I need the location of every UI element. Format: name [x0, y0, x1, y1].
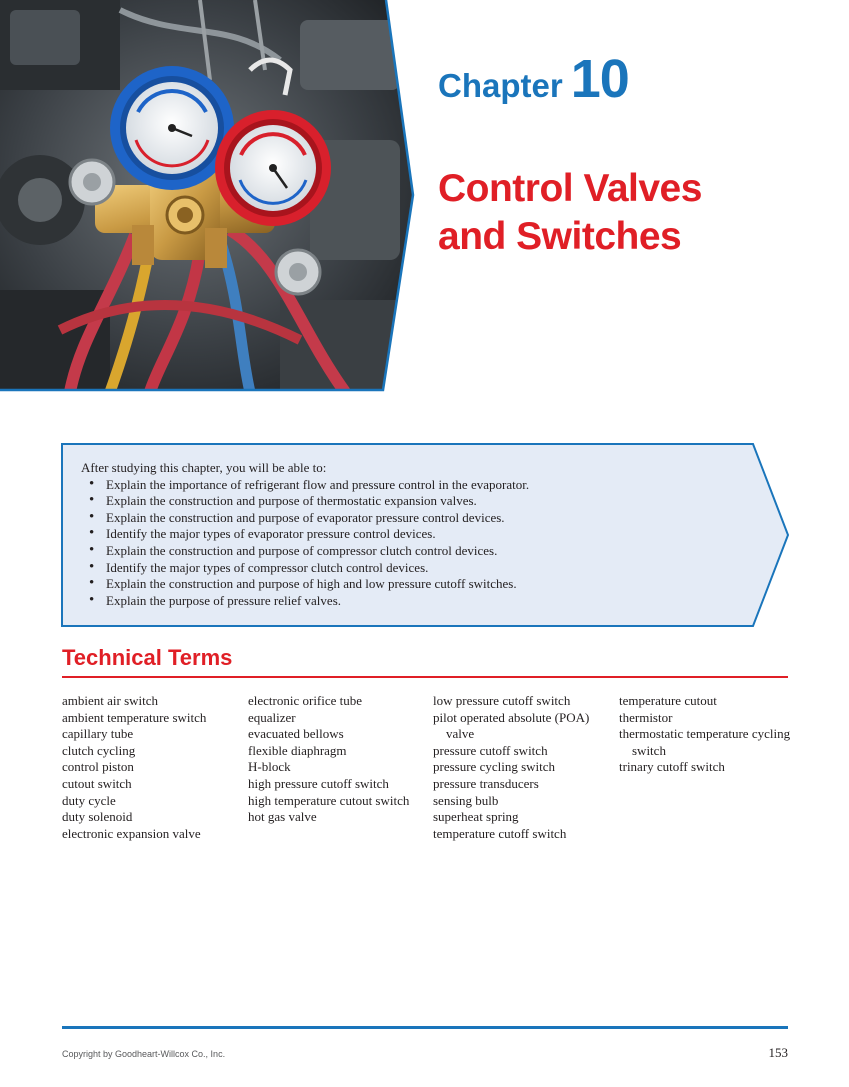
term-item: pressure transducers	[433, 775, 539, 791]
term-item: duty solenoid	[62, 809, 133, 825]
term-item: duty cycle	[62, 792, 116, 808]
term-item: thermistor	[619, 709, 673, 725]
terms-column-3	[433, 693, 615, 842]
objective-item: • Explain the construction and purpose of compressor clutch control devices.	[81, 543, 741, 560]
chapter-heading	[438, 48, 629, 110]
objective-item: • Identify the major types of evaporator pressure control devices.	[81, 526, 741, 543]
term-item: clutch cycling	[62, 742, 136, 758]
term-item: low pressure cutoff switch	[433, 693, 571, 708]
term-item: superheat spring	[433, 809, 519, 825]
objective-item: • Identify the major types of compressor clutch control devices.	[81, 560, 741, 577]
term-item: sensing bulb	[433, 792, 499, 808]
objectives-list	[81, 460, 741, 609]
term-item: capillary tube	[62, 726, 134, 742]
chapter-word: Chapter	[438, 67, 563, 104]
term-item: hot gas valve	[248, 809, 317, 825]
chapter-title-line-1: Control Valves	[438, 167, 702, 210]
copyright-notice: Copyright by Goodheart-Willcox Co., Inc.	[62, 1049, 226, 1059]
term-item: ambient air switch	[62, 693, 159, 708]
objectives-intro: After studying this chapter, you will be able to:	[81, 460, 327, 475]
objective-item: • Explain the construction and purpose of evaporator pressure control devices.	[81, 510, 741, 527]
term-item: pilot operated absolute (POA) valve	[433, 709, 590, 742]
term-item: high pressure cutoff switch	[248, 775, 389, 791]
term-item: pressure cycling switch	[433, 759, 556, 775]
term-item: H-block	[248, 759, 291, 775]
term-item: thermostatic temperature cycling switch	[619, 726, 791, 758]
objective-item: • Explain the purpose of pressure relief valves.	[81, 593, 741, 610]
manifold-gauge-photo	[0, 0, 416, 392]
chapter-number: 10	[570, 49, 629, 109]
technical-terms-rule	[62, 676, 788, 678]
page-number: 153	[768, 1045, 788, 1060]
chapter-title	[438, 165, 702, 261]
term-item: control piston	[62, 759, 134, 775]
term-item: pressure cutoff switch	[433, 742, 548, 758]
term-item: trinary cutoff switch	[619, 759, 725, 775]
term-item: flexible diaphragm	[248, 742, 347, 758]
terms-column-2	[248, 693, 430, 826]
objective-item: • Explain the importance of refrigerant flow and pressure control in the evaporator.	[81, 477, 741, 494]
term-item: ambient temperature switch	[62, 709, 207, 725]
terms-column-1	[62, 693, 244, 842]
term-item: evacuated bellows	[248, 726, 344, 742]
term-item: temperature cutout	[619, 693, 717, 708]
term-item: temperature cutoff switch	[433, 825, 567, 841]
technical-terms-heading: Technical Terms	[62, 645, 233, 670]
footer-rule	[62, 1026, 788, 1029]
objective-item: • Explain the construction and purpose of high and low pressure cutoff switches.	[81, 576, 741, 593]
terms-column-4	[619, 693, 801, 776]
term-item: electronic orifice tube	[248, 693, 363, 708]
chapter-title-line-2: and Switches	[438, 215, 682, 258]
term-item: equalizer	[248, 709, 296, 725]
objective-item: • Explain the construction and purpose of thermostatic expansion valves.	[81, 493, 741, 510]
term-item: cutout switch	[62, 775, 132, 791]
term-item: high temperature cutout switch	[248, 792, 410, 808]
term-item: electronic expansion valve	[62, 825, 201, 841]
